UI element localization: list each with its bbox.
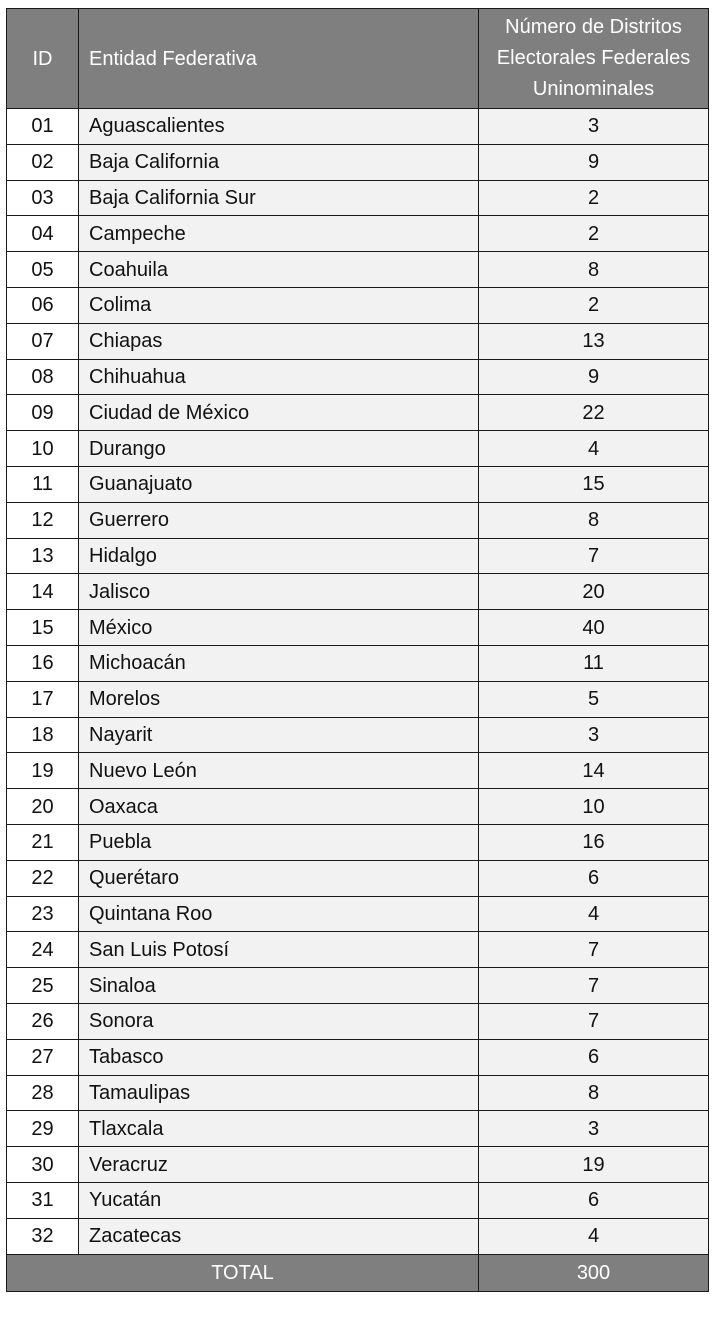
table-row	[7, 180, 709, 216]
row-entity-cell: Quintana Roo	[79, 896, 479, 932]
row-id-cell: 19	[7, 753, 79, 789]
row-districts-cell: 16	[479, 824, 709, 860]
row-entity-cell: Yucatán	[79, 1182, 479, 1218]
row-districts-cell: 2	[479, 287, 709, 323]
header-districts	[479, 9, 709, 109]
row-id-cell: 02	[7, 144, 79, 180]
row-districts-cell: 7	[479, 538, 709, 574]
row-entity-cell: Sonora	[79, 1003, 479, 1039]
row-id-cell: 26	[7, 1003, 79, 1039]
header-entity: Entidad Federativa	[79, 9, 479, 109]
table-row	[7, 395, 709, 431]
table-row	[7, 466, 709, 502]
table-row	[7, 645, 709, 681]
table-row	[7, 1003, 709, 1039]
table-row	[7, 144, 709, 180]
row-id-cell: 22	[7, 860, 79, 896]
table-row	[7, 789, 709, 825]
table-row	[7, 287, 709, 323]
row-id-cell: 09	[7, 395, 79, 431]
row-id-cell: 06	[7, 287, 79, 323]
table-header	[7, 9, 709, 109]
row-entity-cell: Tabasco	[79, 1039, 479, 1075]
row-districts-cell: 6	[479, 860, 709, 896]
row-id-cell: 08	[7, 359, 79, 395]
row-id-cell: 03	[7, 180, 79, 216]
table-row	[7, 109, 709, 145]
row-districts-cell: 10	[479, 789, 709, 825]
row-entity-cell: Querétaro	[79, 860, 479, 896]
row-entity-cell: Tlaxcala	[79, 1111, 479, 1147]
row-districts-cell: 9	[479, 359, 709, 395]
table-row	[7, 932, 709, 968]
row-entity-cell: Colima	[79, 287, 479, 323]
row-districts-cell: 7	[479, 968, 709, 1004]
row-entity-cell: Sinaloa	[79, 968, 479, 1004]
row-entity-cell: Guerrero	[79, 502, 479, 538]
row-districts-cell: 8	[479, 1075, 709, 1111]
row-entity-cell: Jalisco	[79, 574, 479, 610]
row-districts-cell: 4	[479, 896, 709, 932]
row-districts-cell: 14	[479, 753, 709, 789]
table-row	[7, 1147, 709, 1183]
row-id-cell: 23	[7, 896, 79, 932]
row-entity-cell: Hidalgo	[79, 538, 479, 574]
row-districts-cell: 19	[479, 1147, 709, 1183]
row-entity-cell: Campeche	[79, 216, 479, 252]
row-entity-cell: Morelos	[79, 681, 479, 717]
header-districts-line: Electorales Federales	[496, 47, 691, 69]
row-entity-cell: Zacatecas	[79, 1218, 479, 1254]
table-row	[7, 681, 709, 717]
row-districts-cell: 22	[479, 395, 709, 431]
header-id: ID	[7, 9, 79, 109]
row-entity-cell: México	[79, 610, 479, 646]
row-districts-cell: 8	[479, 252, 709, 288]
row-districts-cell: 3	[479, 109, 709, 145]
table-row	[7, 717, 709, 753]
row-entity-cell: Guanajuato	[79, 466, 479, 502]
row-entity-cell: Chihuahua	[79, 359, 479, 395]
row-entity-cell: Nuevo León	[79, 753, 479, 789]
table-row	[7, 359, 709, 395]
row-entity-cell: Baja California Sur	[79, 180, 479, 216]
row-districts-cell: 3	[479, 717, 709, 753]
total-label: TOTAL	[7, 1254, 479, 1291]
row-entity-cell: Ciudad de México	[79, 395, 479, 431]
row-entity-cell: Baja California	[79, 144, 479, 180]
districts-table	[6, 8, 709, 1292]
row-id-cell: 10	[7, 431, 79, 467]
row-districts-cell: 8	[479, 502, 709, 538]
row-id-cell: 01	[7, 109, 79, 145]
table-row	[7, 610, 709, 646]
row-entity-cell: Michoacán	[79, 645, 479, 681]
row-districts-cell: 7	[479, 932, 709, 968]
row-id-cell: 16	[7, 645, 79, 681]
row-id-cell: 21	[7, 824, 79, 860]
row-districts-cell: 7	[479, 1003, 709, 1039]
row-id-cell: 11	[7, 466, 79, 502]
row-id-cell: 28	[7, 1075, 79, 1111]
districts-table-container	[6, 8, 709, 1292]
table-row	[7, 824, 709, 860]
row-id-cell: 20	[7, 789, 79, 825]
row-id-cell: 32	[7, 1218, 79, 1254]
row-districts-cell: 5	[479, 681, 709, 717]
row-entity-cell: San Luis Potosí	[79, 932, 479, 968]
table-row	[7, 431, 709, 467]
row-districts-cell: 4	[479, 431, 709, 467]
row-districts-cell: 2	[479, 180, 709, 216]
row-entity-cell: Coahuila	[79, 252, 479, 288]
row-entity-cell: Nayarit	[79, 717, 479, 753]
row-districts-cell: 6	[479, 1182, 709, 1218]
table-row	[7, 968, 709, 1004]
row-districts-cell: 9	[479, 144, 709, 180]
row-districts-cell: 20	[479, 574, 709, 610]
row-districts-cell: 3	[479, 1111, 709, 1147]
row-id-cell: 13	[7, 538, 79, 574]
header-row	[7, 9, 709, 109]
table-row	[7, 216, 709, 252]
row-id-cell: 05	[7, 252, 79, 288]
table-row	[7, 502, 709, 538]
table-row	[7, 896, 709, 932]
table-row	[7, 753, 709, 789]
row-entity-cell: Chiapas	[79, 323, 479, 359]
table-body	[7, 109, 709, 1255]
row-entity-cell: Durango	[79, 431, 479, 467]
table-row	[7, 538, 709, 574]
row-districts-cell: 40	[479, 610, 709, 646]
row-districts-cell: 2	[479, 216, 709, 252]
row-id-cell: 18	[7, 717, 79, 753]
row-id-cell: 30	[7, 1147, 79, 1183]
row-id-cell: 15	[7, 610, 79, 646]
row-entity-cell: Oaxaca	[79, 789, 479, 825]
table-footer	[7, 1254, 709, 1291]
row-id-cell: 17	[7, 681, 79, 717]
table-row	[7, 1111, 709, 1147]
row-id-cell: 27	[7, 1039, 79, 1075]
row-id-cell: 29	[7, 1111, 79, 1147]
table-row	[7, 860, 709, 896]
row-entity-cell: Aguascalientes	[79, 109, 479, 145]
table-row	[7, 1182, 709, 1218]
table-row	[7, 1039, 709, 1075]
row-entity-cell: Tamaulipas	[79, 1075, 479, 1111]
table-row	[7, 1075, 709, 1111]
row-districts-cell: 11	[479, 645, 709, 681]
row-districts-cell: 4	[479, 1218, 709, 1254]
row-id-cell: 07	[7, 323, 79, 359]
row-districts-cell: 6	[479, 1039, 709, 1075]
table-row	[7, 323, 709, 359]
row-districts-cell: 15	[479, 466, 709, 502]
header-districts-line: Uninominales	[532, 78, 655, 100]
row-id-cell: 12	[7, 502, 79, 538]
total-value: 300	[479, 1254, 709, 1291]
row-entity-cell: Veracruz	[79, 1147, 479, 1183]
row-id-cell: 14	[7, 574, 79, 610]
table-row	[7, 1218, 709, 1254]
table-row	[7, 574, 709, 610]
table-row	[7, 252, 709, 288]
row-id-cell: 24	[7, 932, 79, 968]
header-districts-line: Número de Distritos	[505, 16, 682, 38]
total-row	[7, 1254, 709, 1291]
row-id-cell: 04	[7, 216, 79, 252]
row-districts-cell: 13	[479, 323, 709, 359]
row-entity-cell: Puebla	[79, 824, 479, 860]
row-id-cell: 31	[7, 1182, 79, 1218]
row-id-cell: 25	[7, 968, 79, 1004]
